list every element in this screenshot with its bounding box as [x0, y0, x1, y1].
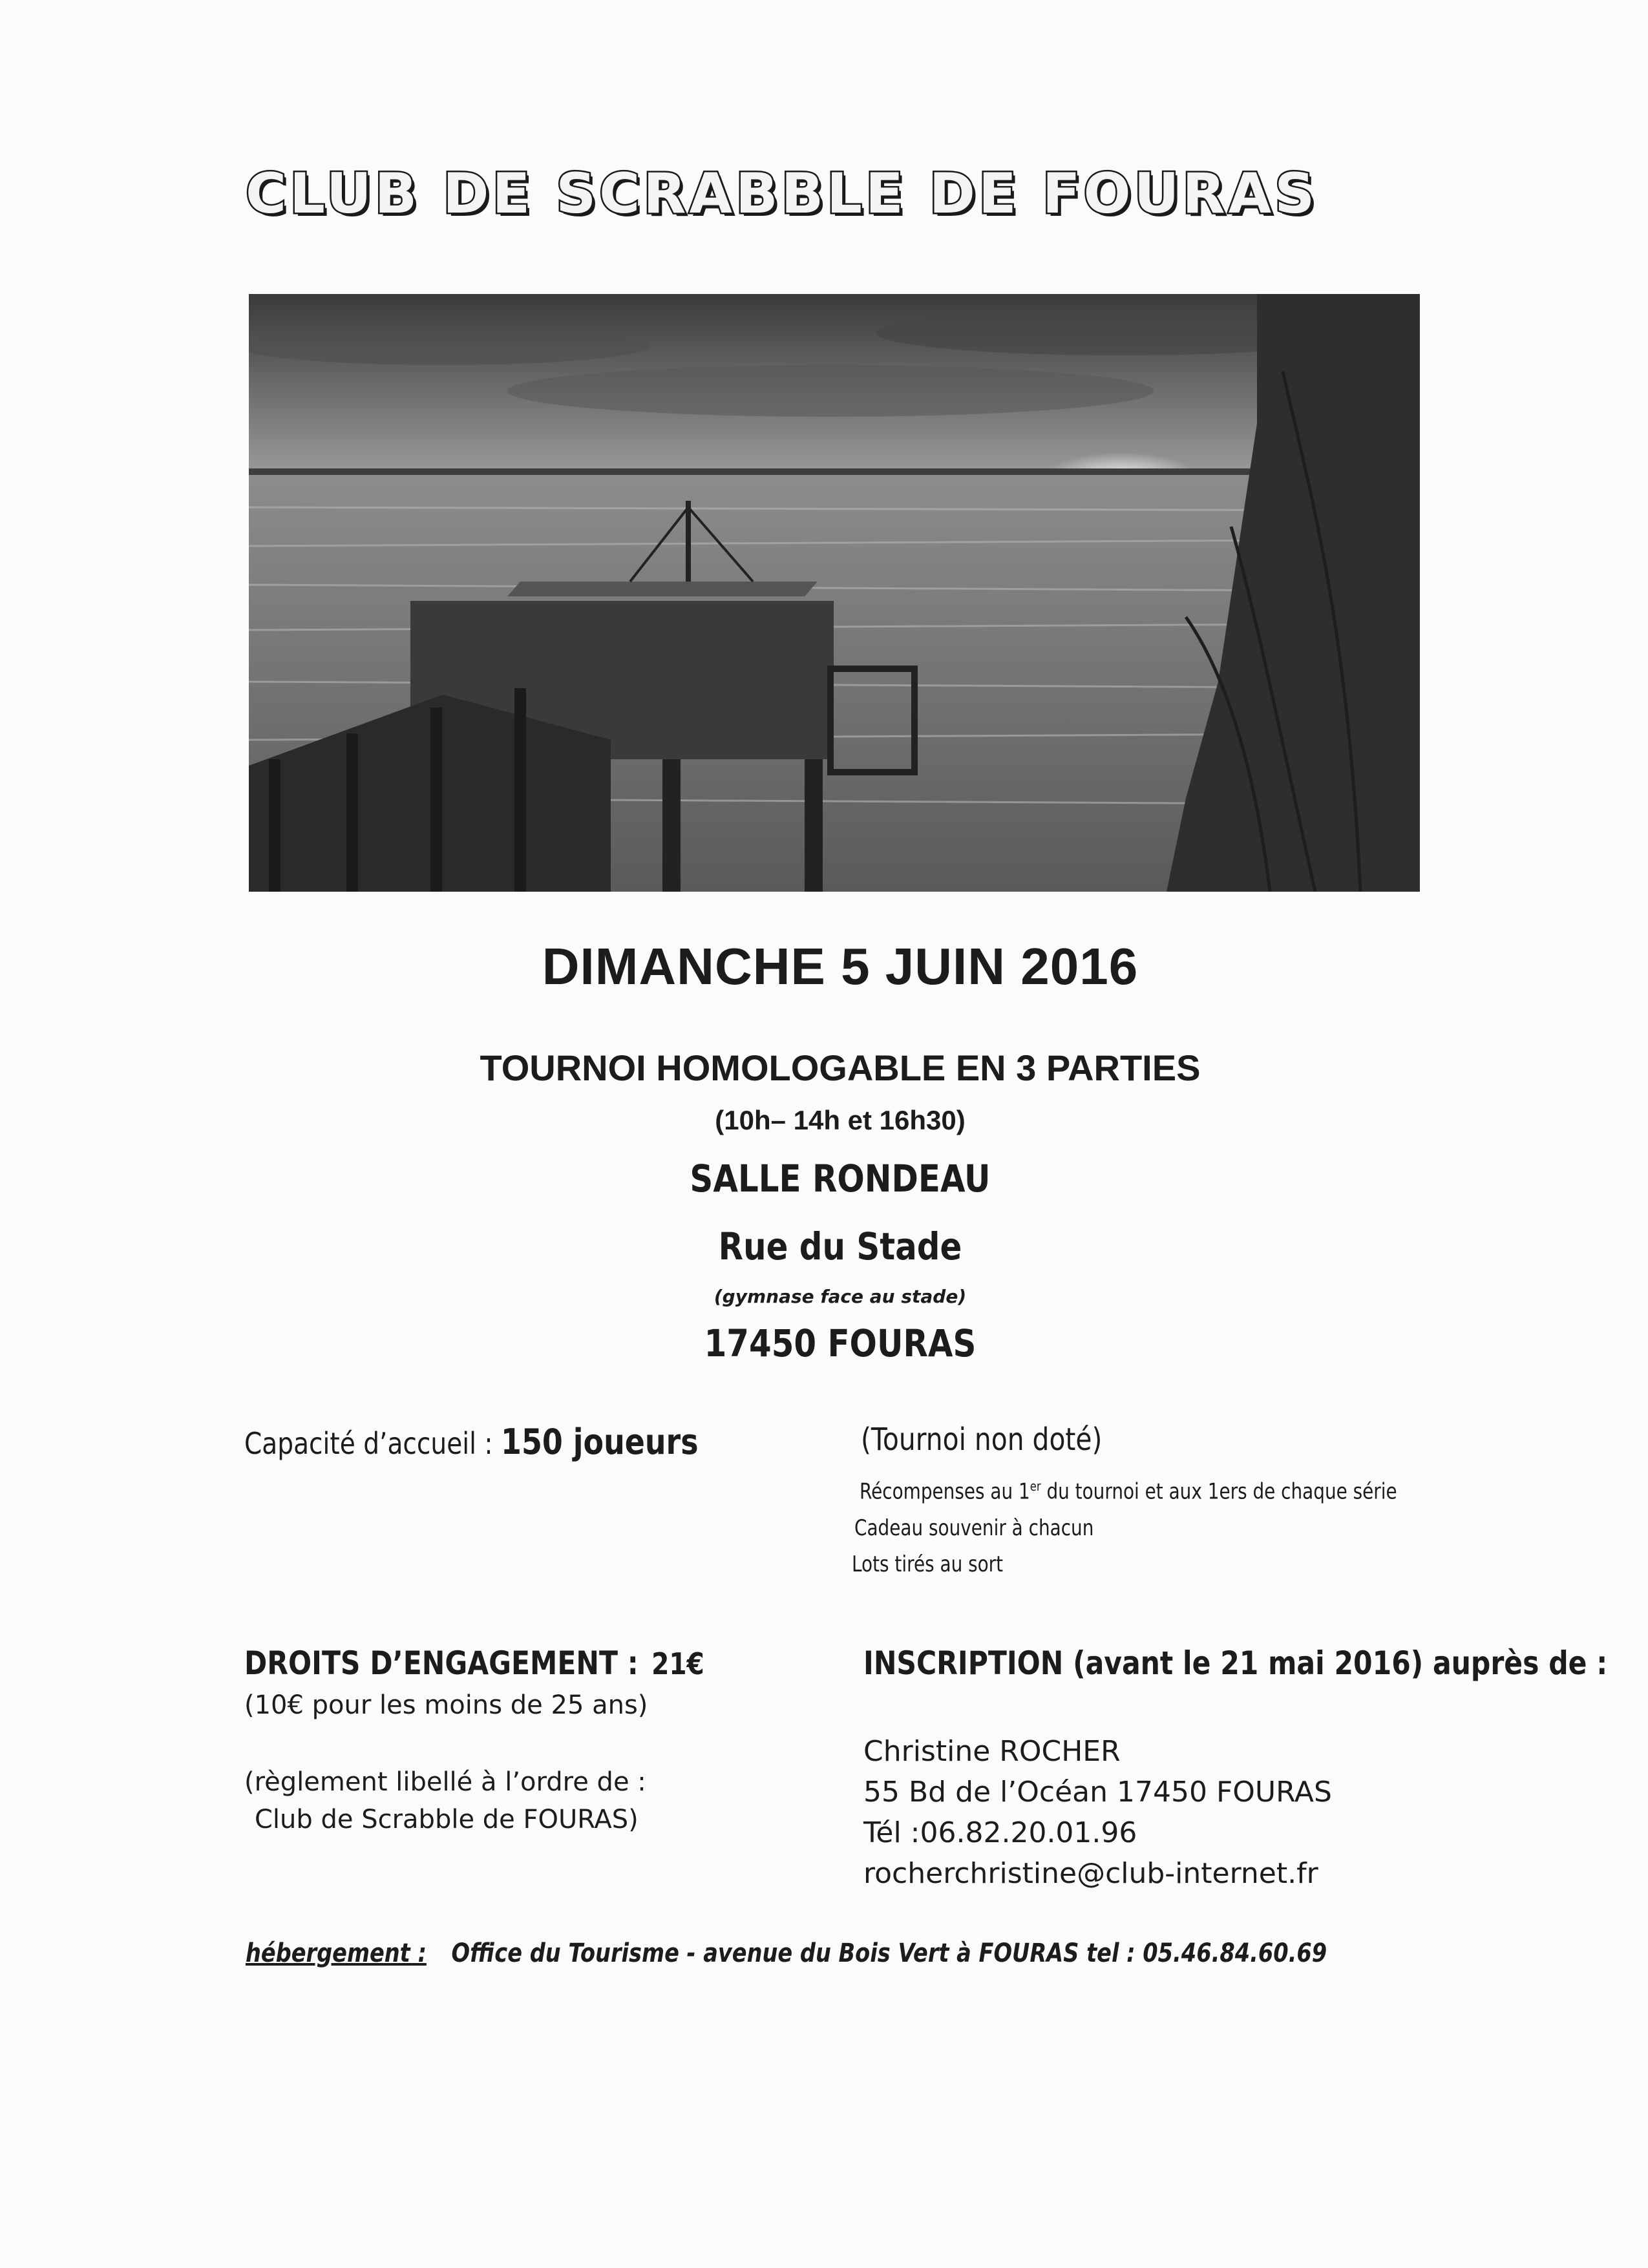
- registration-phone: Tél :06.82.20.01.96: [863, 1816, 1137, 1849]
- photo-fishing-hut-sunset: [249, 294, 1420, 892]
- registration-email: rocherchristine@club-internet.fr: [863, 1857, 1318, 1890]
- registration-name: Christine ROCHER: [863, 1735, 1121, 1768]
- fees-reduced: (10€ pour les moins de 25 ans): [244, 1690, 648, 1720]
- prizes-title: (Tournoi non doté): [861, 1422, 1103, 1458]
- fees-heading: [244, 1644, 704, 1682]
- page-title: CLUB DE SCRABBLE DE FOURAS: [246, 162, 1318, 226]
- prizes-line-3: Lots tirés au sort: [852, 1551, 1004, 1577]
- capacity-value: 150 joueurs: [501, 1422, 699, 1462]
- venue-note: (gymnase face au stade): [713, 1286, 967, 1307]
- fees-payment-line-1: (règlement libellé à l’ordre de :: [244, 1767, 646, 1797]
- venue-city: 17450 FOURAS: [704, 1321, 977, 1365]
- event-date: DIMANCHE 5 JUIN 2016: [542, 938, 1139, 995]
- lodging-label: hébergement :: [246, 1938, 427, 1968]
- registration-heading: INSCRIPTION (avant le 21 mai 2016) auprès de :: [863, 1644, 1608, 1682]
- tournament-hours: (10h– 14h et 16h30): [715, 1105, 966, 1135]
- fees-payment-line-2: Club de Scrabble de FOURAS): [255, 1805, 639, 1834]
- fees-amount: 21€: [651, 1646, 704, 1681]
- capacity-label: Capacité d’accueil :: [244, 1426, 493, 1461]
- fees-label: DROITS D’ENGAGEMENT :: [244, 1644, 639, 1682]
- venue-name: SALLE RONDEAU: [690, 1157, 991, 1201]
- prizes-line-1: Récompenses au 1er du tournoi et aux 1ers de chaque série: [860, 1478, 1397, 1505]
- lodging-text: Office du Tourisme - avenue du Bois Vert à FOURAS tel : 05.46.84.60.69: [451, 1938, 1327, 1968]
- registration-address: 55 Bd de l’Océan 17450 FOURAS: [863, 1776, 1332, 1809]
- tournament-type: TOURNOI HOMOLOGABLE EN 3 PARTIES: [480, 1047, 1201, 1088]
- prizes-line-2: Cadeau souvenir à chacun: [854, 1515, 1094, 1541]
- venue-street: Rue du Stade: [718, 1224, 962, 1268]
- capacity: [244, 1422, 699, 1462]
- lodging: [246, 1938, 1327, 1968]
